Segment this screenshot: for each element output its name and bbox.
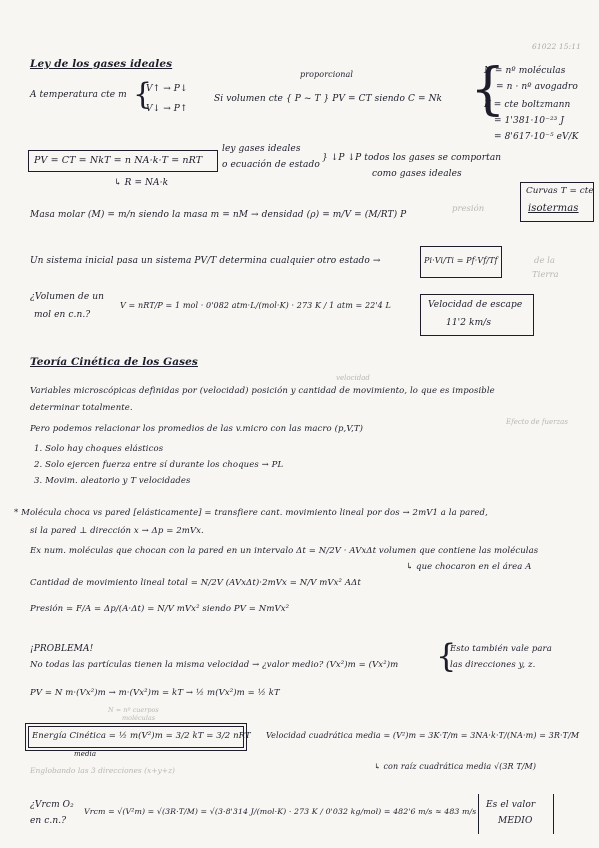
teoria-paragraph-2: determinar totalmente. bbox=[30, 403, 133, 413]
teoria-item-3: 3. Movim. aleatorio y T velocidades bbox=[34, 476, 191, 486]
molecula-line-1: * Molécula choca vs pared [elásticamente] = transfiere cant. movimiento lineal por dos → 2mV1 a la pared, bbox=[14, 508, 488, 518]
sistema-faint-tierra: Tierra bbox=[532, 270, 559, 280]
molecula-line-6: Presión = F/A = Δp/(A·Δt) = N/V mVx² siendo PV = NmVx² bbox=[30, 604, 290, 614]
velocidad-escape-value: 11'2 km/s bbox=[446, 318, 492, 328]
ideal-gas-equation: PV = CT = NkT = n NA·k·T = nRT bbox=[34, 155, 203, 166]
problema-faint-n1: N = nº cuerpos bbox=[108, 706, 159, 714]
ley-brace-right: { bbox=[470, 57, 506, 122]
ley-temp-prefix: A temperatura cte m bbox=[30, 90, 127, 100]
vrcm-question-2: en c.n.? bbox=[30, 816, 67, 826]
ley-n-avogadro: = n · nº avogadro bbox=[496, 82, 578, 92]
section-title-ley-gases: Ley de los gases ideales bbox=[30, 58, 173, 70]
energia-faint-3d: Englobando las 3 direcciones (x+y+z) bbox=[30, 766, 175, 775]
teoria-faint-fuerzas: Efecto de fuerzas bbox=[506, 418, 568, 426]
ley-v-down: V↓ → P↑ bbox=[146, 104, 188, 114]
eq-side-estado: o ecuación de estado bbox=[222, 160, 320, 170]
masa-molar-line: Masa molar (M) = m/n siendo la masa m = nM → densidad (ρ) = m/V = (M/RT) P bbox=[30, 210, 407, 220]
problema-faint-n2: moléculas bbox=[122, 714, 156, 722]
page-date: 61022 15:11 bbox=[532, 42, 581, 51]
teoria-item-2: 2. Solo ejercen fuerza entre sí durante los choques → PL bbox=[34, 460, 284, 470]
sistema-faint-de-la: de la bbox=[534, 256, 555, 266]
ley-k-value2: = 8'617·10⁻⁵ eV/K bbox=[494, 132, 579, 142]
problema-brace: { bbox=[436, 637, 457, 675]
curvas-label: Curvas T = cte bbox=[526, 186, 594, 196]
masa-faint-presion: presión bbox=[452, 204, 485, 214]
section-title-teoria: Teoría Cinética de los Gases bbox=[30, 356, 198, 368]
problema-brace-note-1: Esto también vale para bbox=[450, 644, 552, 654]
valor-medio-note-1: Es el valor bbox=[486, 800, 536, 810]
eq-side-todos: } ↓P ↓P todos los gases se comportan bbox=[322, 153, 502, 163]
volumen-question-2: mol en c.n.? bbox=[34, 310, 91, 320]
teoria-item-1: 1. Solo hay choques elásticos bbox=[34, 444, 164, 454]
volumen-question-1: ¿Volumen de un bbox=[30, 292, 105, 302]
molecula-line-4: ↳ que chocaron en el área A bbox=[406, 562, 532, 572]
problema-line-1: No todas las partículas tienen la misma velocidad → ¿valor medio? (Vx²)m = (Vx²)m bbox=[30, 660, 399, 670]
isotermas-label: isotermas bbox=[528, 203, 579, 214]
vrcm-question-1: ¿Vrcm O₂ bbox=[30, 800, 74, 810]
velocidad-escape-label: Velocidad de escape bbox=[428, 300, 523, 310]
ley-proporcional: proporcional bbox=[300, 70, 354, 79]
ley-brace-left: { bbox=[133, 77, 153, 112]
vrcm-formula: Vrcm = √(V²m) = √(3R·T/M) = √(3·8'314 J/(mol·K) · 273 K / 0'032 kg/mol) = 482'6 m/s ≈ 483 m/s bbox=[84, 807, 477, 816]
molecula-line-5: Cantidad de movimiento lineal total = N/2V (AVxΔt)·2mVx = N/V mVx² AΔt bbox=[30, 578, 361, 588]
ley-k-value1: = 1'381·10⁻²³ J bbox=[494, 116, 565, 126]
velocidad-cuadratica-media: Velocidad cuadrática media = (V²)m = 3K·T/m = 3NA·k·T/(NA·m) = 3R·T/M bbox=[266, 731, 580, 740]
molecula-line-2: si la pared ⊥ dirección x → Δp = 2mVx. bbox=[30, 526, 204, 536]
energia-media: media bbox=[74, 750, 97, 758]
valor-medio-note-2: MEDIO bbox=[498, 816, 533, 826]
r-definition: ↳ R = NA·k bbox=[114, 178, 169, 188]
teoria-faint-velocidad: velocidad bbox=[336, 374, 370, 382]
sistema-formula: Pi·Vi/Ti = Pf·Vf/Tf bbox=[424, 256, 498, 265]
problema-brace-note-2: las direcciones y, z. bbox=[450, 660, 536, 670]
energia-cinetica-formula: Energía Cinética = ½ m(V²)m = 3/2 kT = 3/2 nRT bbox=[32, 731, 251, 741]
molecula-line-3: Ex num. moléculas que chocan con la pared en un intervalo Δt = N/2V · AVxΔt volumen que contiene las moléculas bbox=[30, 546, 539, 556]
volumen-formula: V = nRT/P = 1 mol · 0'082 atm·L/(mol·K) · 273 K / 1 atm = 22'4 L bbox=[120, 301, 391, 310]
teoria-paragraph-1: Variables microscópicas definidas por (velocidad) posición y cantidad de movimiento, lo que es imposible bbox=[30, 386, 495, 396]
sistema-line: Un sistema inicial pasa un sistema PV/T determina cualquier otro estado → bbox=[30, 256, 381, 266]
ley-v-up: V↑ → P↓ bbox=[146, 84, 188, 94]
ley-k-boltzmann: K = cte boltzmann bbox=[484, 100, 571, 110]
eq-side-ideales: como gases ideales bbox=[372, 169, 462, 179]
problema-line-2: PV = N m·(Vx²)m → m·(Vx²)m = kT → ½ m(Vx²)m = ½ kT bbox=[30, 688, 280, 698]
problema-title: ¡PROBLEMA! bbox=[30, 644, 94, 654]
eq-side-ley: ley gases ideales bbox=[222, 144, 301, 154]
velocidad-cuadratica-note: ↳ con raíz cuadrática media √(3R T/M) bbox=[374, 762, 537, 771]
teoria-paragraph-3: Pero podemos relacionar los promedios de las v.micro con las macro (p,V,T) bbox=[30, 424, 364, 434]
ley-si-volumen: Si volumen cte { P ~ T } PV = CT siendo C = Nk bbox=[214, 94, 443, 104]
ley-n-moleculas: N = nº moléculas bbox=[484, 66, 566, 76]
